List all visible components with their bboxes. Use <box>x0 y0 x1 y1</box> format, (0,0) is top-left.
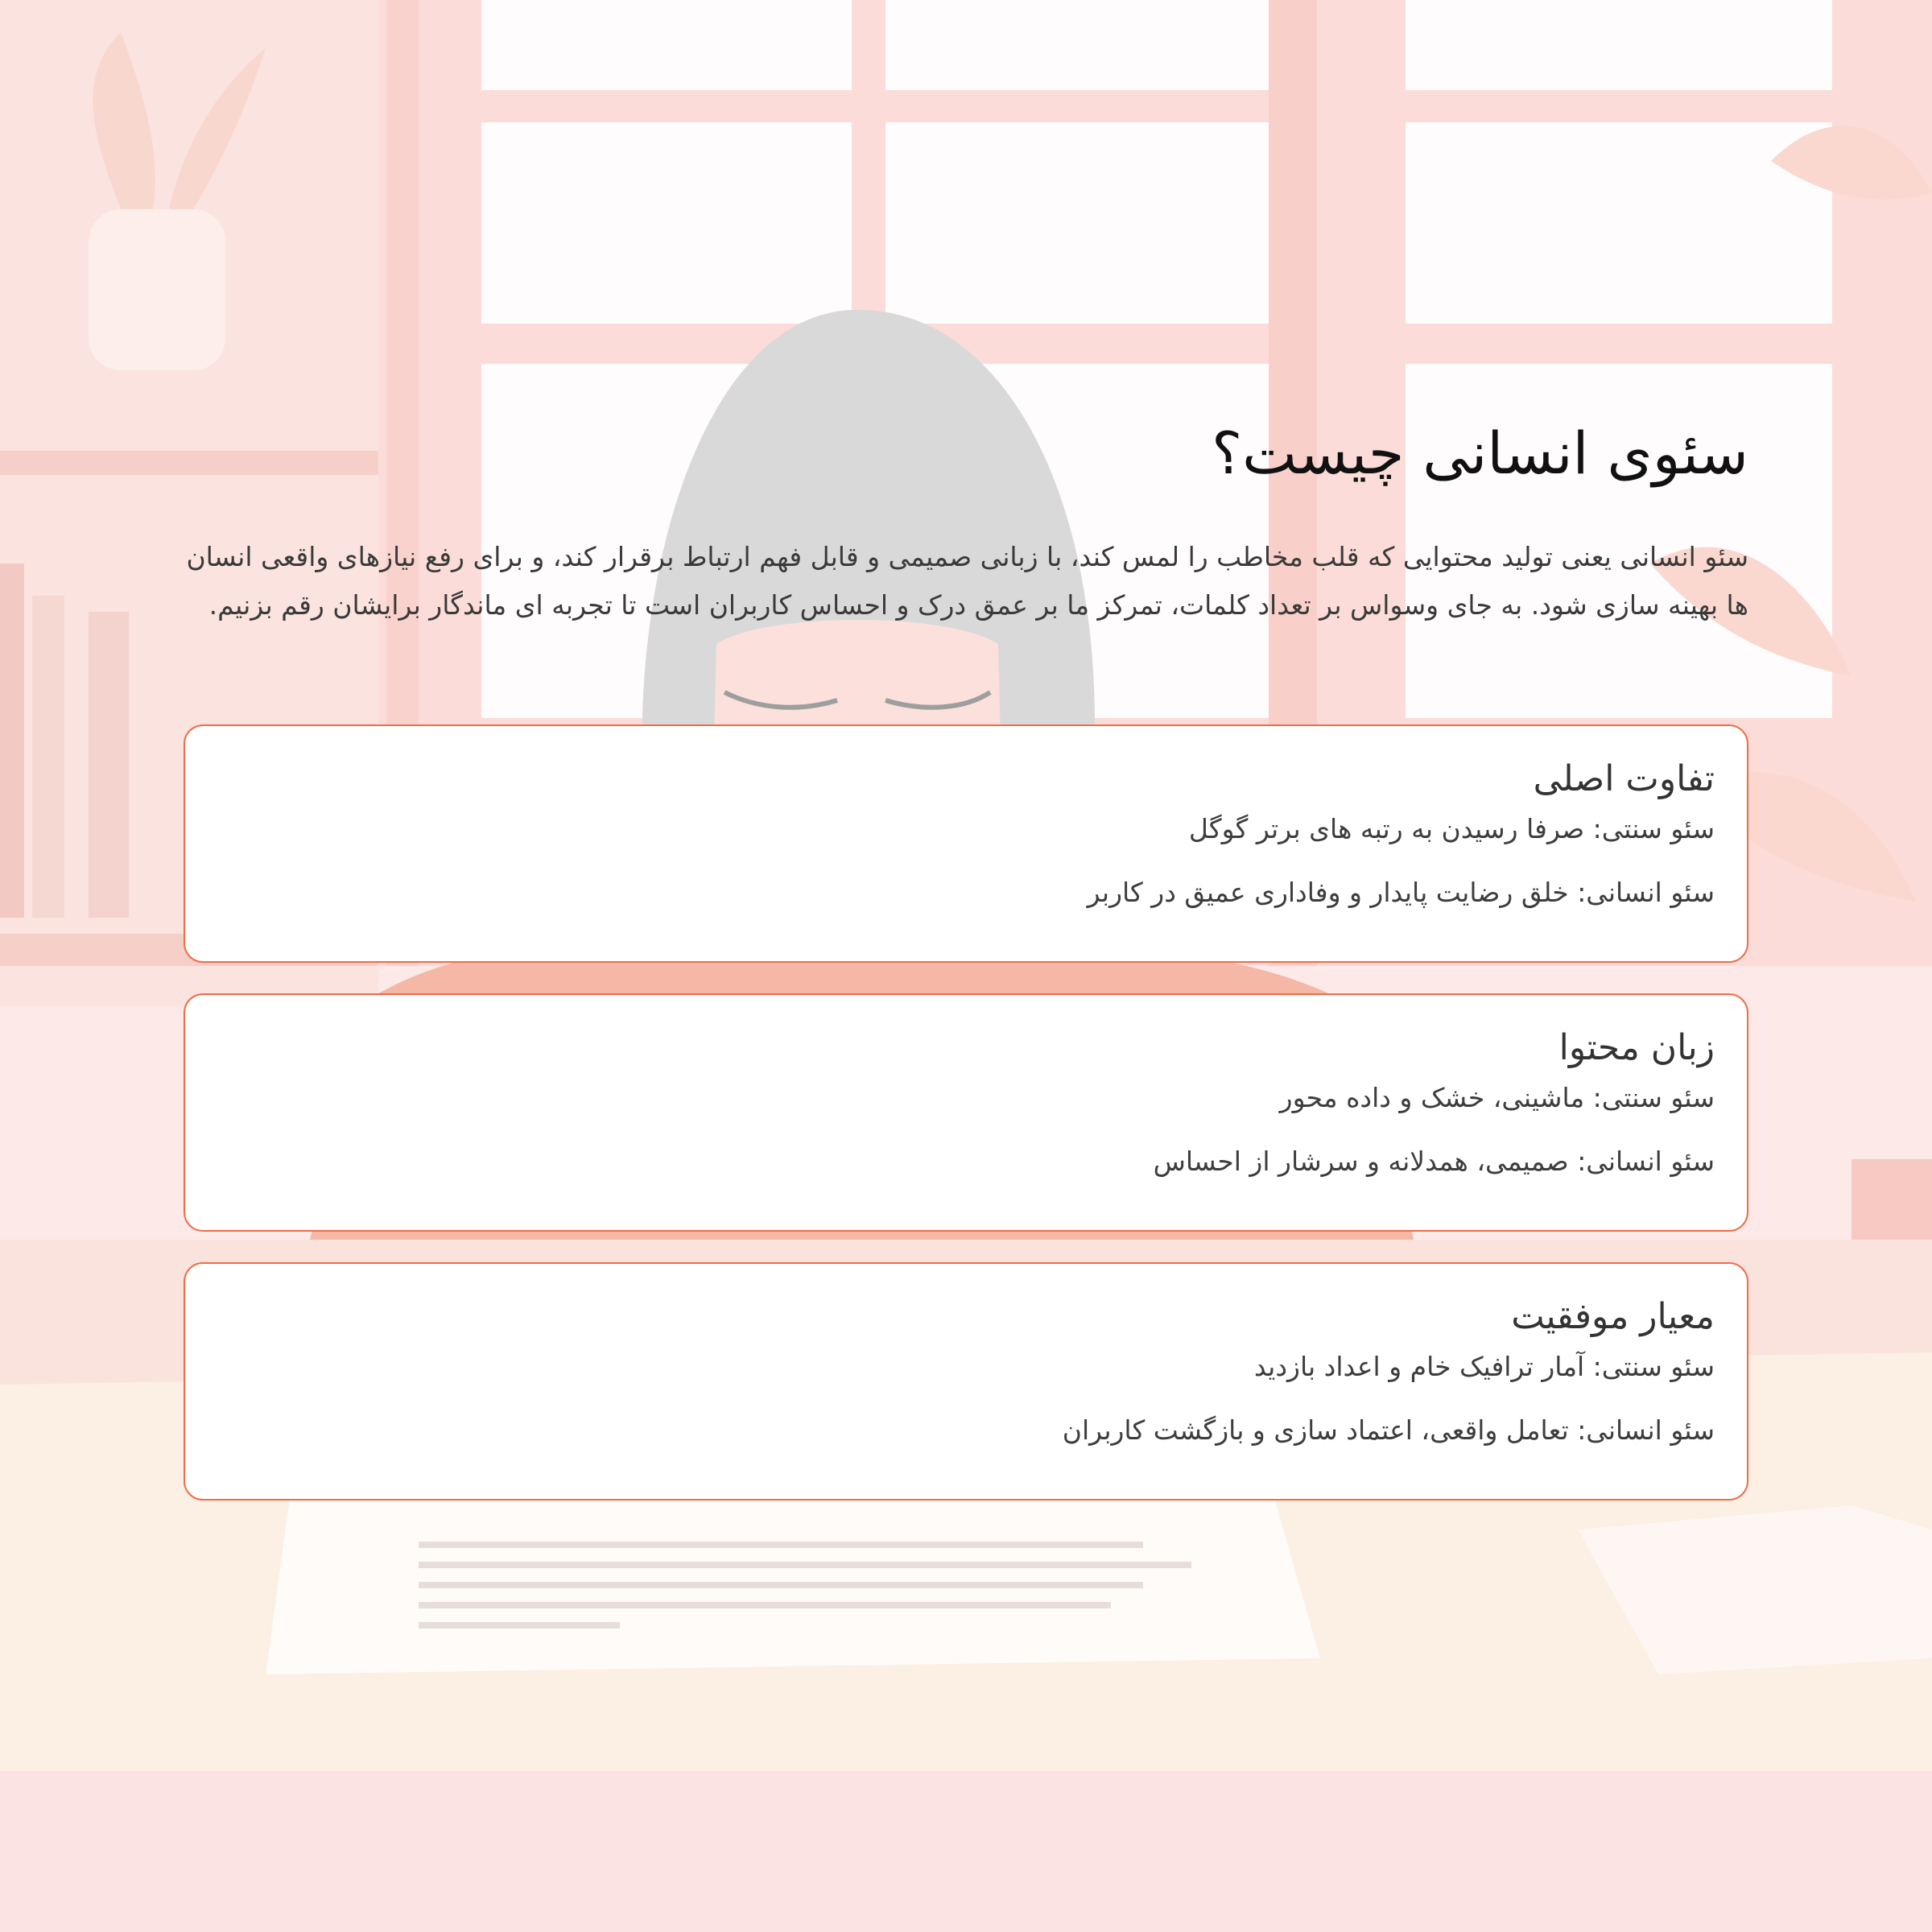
page-title: سئوی انسانی چیست؟ <box>1211 419 1748 487</box>
comparison-card-content-language <box>184 993 1748 1232</box>
traditional-seo-line: سئو سنتی: ماشینی، خشک و داده محور <box>1279 1082 1715 1114</box>
card-heading: تفاوت اصلی <box>1533 758 1715 799</box>
card-heading: زبان محتوا <box>1558 1027 1715 1068</box>
human-seo-line: سئو انسانی: تعامل واقعی، اعتماد سازی و بازگشت کاربران <box>1062 1414 1715 1446</box>
intro-paragraph: سئو انسانی یعنی تولید محتوایی که قلب مخاطب را لمس کند، با زبانی صمیمی و قابل فهم ارتباط برقرار کند، و برای رفع نیازهای واقعی انسان ها بهینه سازی شود. به جای وسواس بر تعداد کلمات، تمرکز ما بر عمق درک و احساس کاربران است تا تجربه ای ماندگار برایشان رقم بزنیم. <box>186 541 1748 621</box>
comparison-card-main-difference <box>184 724 1748 963</box>
human-seo-line: سئو انسانی: خلق رضایت پایدار و وفاداری عمیق در کاربر <box>1087 876 1715 908</box>
traditional-seo-line: سئو سنتی: آمار ترافیک خام و اعداد بازدید <box>1253 1351 1715 1383</box>
main-section <box>184 419 1748 630</box>
card-heading: معیار موفقیت <box>1511 1296 1715 1337</box>
traditional-seo-line: سئو سنتی: صرفا رسیدن به رتبه های برتر گوگل <box>1188 813 1715 845</box>
comparison-card-success-metric <box>184 1262 1748 1501</box>
human-seo-line: سئو انسانی: صمیمی، همدلانه و سرشار از احساس <box>1153 1145 1715 1177</box>
cards-container <box>184 724 1748 1446</box>
